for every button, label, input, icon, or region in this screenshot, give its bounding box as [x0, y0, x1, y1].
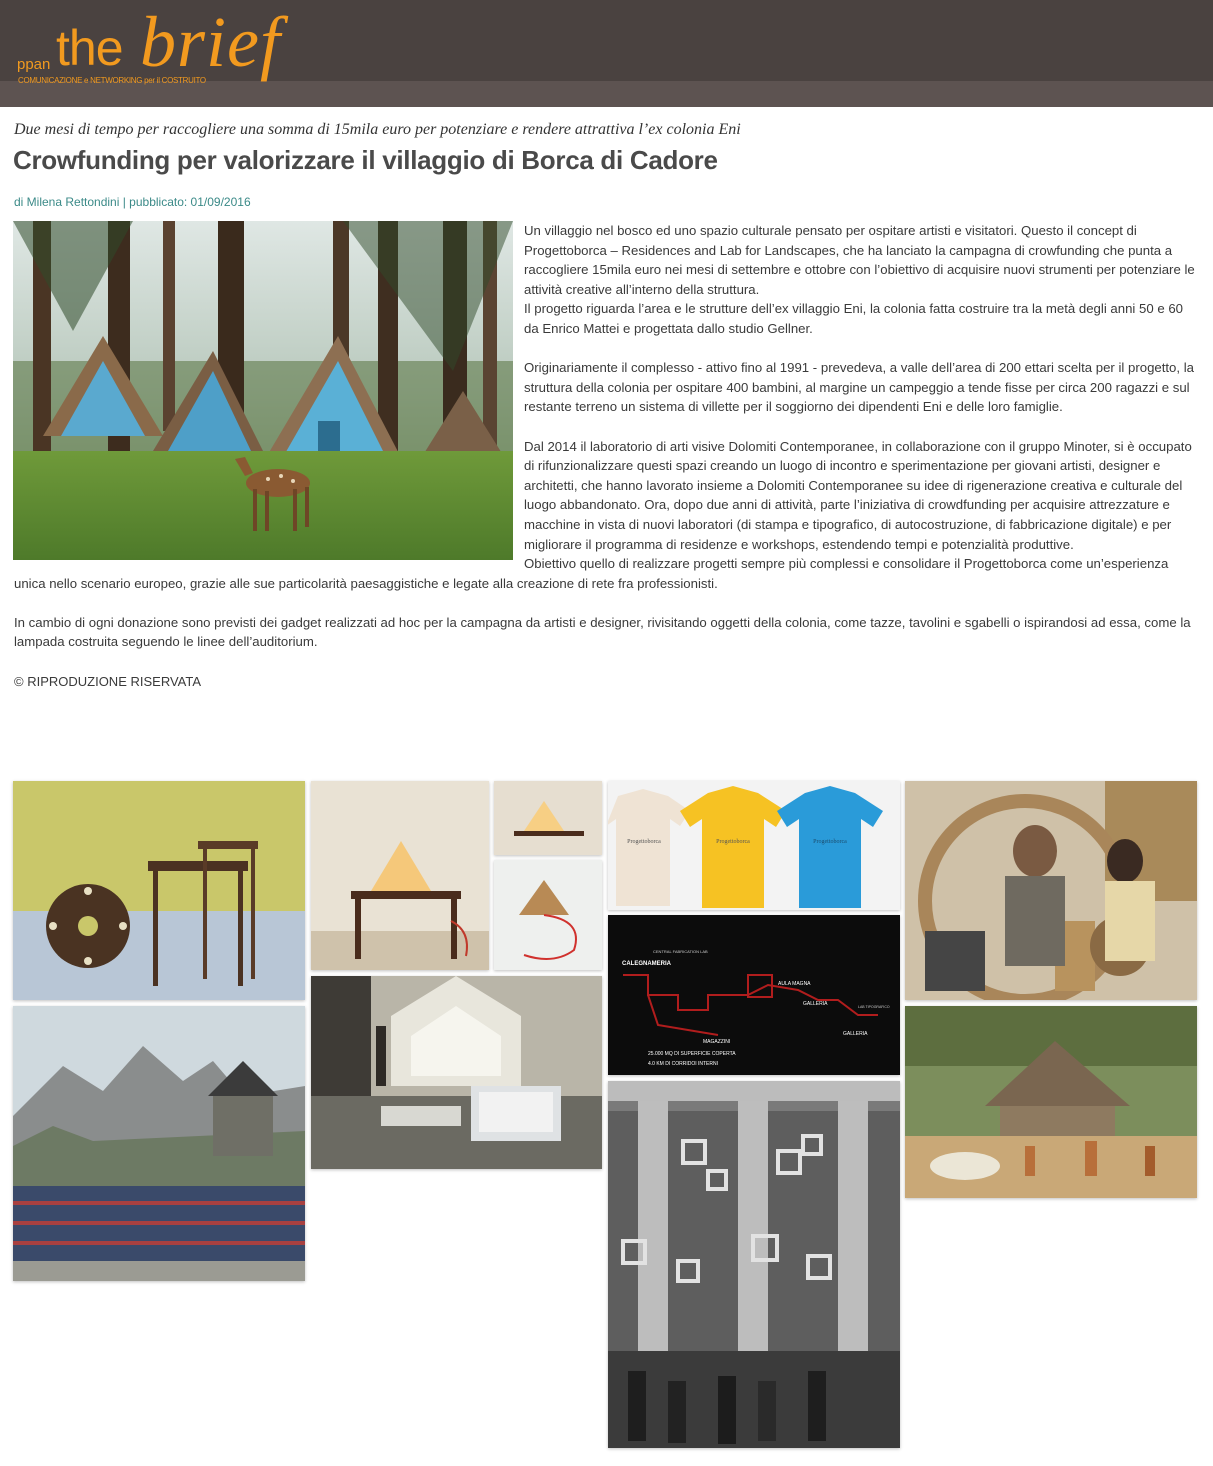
tshirt-label-2: Progettoborca: [716, 839, 750, 845]
article-paragraph-6: In cambio di ogni donazione sono previsti dei gadget realizzati ad hoc per la campagna da artisti e designer, rivisitando oggetti della colonia, come tazze, tavolini e sgabelli o ispirandosi ad essa, come la lampada costruita seguendo le linee dell’auditorium.: [14, 614, 1191, 650]
map-stat-1: 25.000 MQ DI SUPERFICIE COPERTA: [648, 1051, 736, 1057]
gallery-image-campsite[interactable]: [905, 1006, 1197, 1198]
logo-brief: brief: [140, 2, 281, 82]
map-label-aula: AULA MAGNA: [778, 981, 811, 987]
article-byline: di Milena Rettondini | pubblicato: 01/09/2016: [14, 195, 251, 209]
tshirt-label-1: Progettoborca: [627, 839, 661, 845]
article-paragraph-1: Un villaggio nel bosco ed uno spazio culturale pensato per ospitare artisti e visitatori. Questo il concept di Progettoborca – Residences and Lab for Landscapes, che ha lanciato la campagna di crowfunding che punta a raccogliere 15mila euro nei mesi di settembre e ottobre con l’obiettivo di acquisire nuovi strumenti per potenziare le attività creative all’interno della struttura.: [524, 223, 1195, 297]
gallery-image-lamp-cable[interactable]: [494, 860, 602, 970]
gallery-image-lamp-table[interactable]: [311, 781, 489, 970]
article-kicker: Due mesi di tempo per raccogliere una somma di 15mila euro per potenziare e rendere attrattiva l’ex colonia Eni: [14, 121, 741, 138]
gallery-image-workshop[interactable]: [905, 781, 1197, 1000]
map-label-magazzini: MAGAZZINI: [703, 1039, 731, 1045]
gallery-image-stools[interactable]: [13, 781, 305, 1000]
hero-image[interactable]: [13, 221, 513, 560]
map-label-lab: CENTRAL FABRICATION LAB: [653, 949, 708, 954]
article-paragraph-2: Il progetto riguarda l’area e le strutture dell’ex villaggio Eni, la colonia fatta costruire tra la metà degli anni 50 e 60 da Enrico Mattei e progettata dallo studio Gellner.: [524, 301, 1184, 336]
map-label-galleria-1: GALLERIA: [803, 1001, 828, 1007]
article-title: Crowfunding per valorizzare il villaggio di Borca di Cadore: [13, 145, 718, 175]
logo-the: the: [56, 20, 123, 76]
article-paragraph-3: Originariamente il complesso - attivo fino al 1991 - prevedeva, a valle dell’area di 200 ettari scelta per il progetto, la struttura della colonia per ospitare 400 bambini, al margine un campeggio a tende fisse per circa 200 ragazzi e sul restante terreno un sistema di villette per il soggiorno dei dipendenti Eni e delle loro famiglie.: [524, 360, 1194, 415]
tshirt-label-3: Progettoborca: [813, 839, 847, 845]
site-header: [0, 0, 1213, 107]
gallery-image-tshirts[interactable]: [608, 781, 900, 910]
map-label-tipografico: LAB TIPOGRAFICO: [858, 1005, 890, 1009]
gallery-image-floor-map[interactable]: [608, 915, 900, 1075]
map-label-calegnameria: CALEGNAMERIA: [622, 961, 671, 967]
logo-tagline: COMUNICAZIONE e NETWORKING per il COSTRUITO: [18, 76, 206, 85]
map-stat-2: 4.0 KM DI CORRIDOI INTERNI: [648, 1061, 719, 1067]
gallery-image-mountain-crowd[interactable]: [13, 1006, 305, 1281]
logo-prefix: ppan: [17, 56, 51, 73]
article-paragraph-5: Obiettivo quello di realizzare progetti sempre più complessi e consolidare il Progettoborca come un’esperienza unica nello scenario europeo, grazie alle sue particolarità paesaggistiche e legate alla creazione di rete fra professionisti.: [14, 556, 1169, 591]
copyright-notice: © RIPRODUZIONE RISERVATA: [14, 673, 202, 689]
map-label-galleria-2: GALLERIA: [843, 1031, 868, 1037]
site-logo[interactable]: [0, 0, 300, 100]
gallery-image-lamp-small[interactable]: [494, 781, 602, 855]
article-paragraph-4: Dal 2014 il laboratorio di arti visive Dolomiti Contemporanee, in collaborazione con il gruppo Minoter, si è occupato di rifunzionalizzare questi spazi creando un luogo di incontro e sperimentazione per giovani artisti, designer e architetti, che hanno lavorato insieme a Dolomiti Contemporanee su idee di rigenerazione creativa e culturale del luogo abbandonato. Ora, dopo due anni di attività, parte l’iniziativa di crowdfunding per acquisire attrezzature e macchine in vista di nuovi laboratori (di stampa e tipografico, di autocostruzione, di fabbricazione digitale) e per migliorare il programma di residenze e workshops, estendendo tempi e potenzialità produttive.: [524, 438, 1192, 552]
gallery-image-colony-facade[interactable]: [608, 1081, 900, 1448]
gallery-image-laptop-studio[interactable]: [311, 976, 602, 1169]
